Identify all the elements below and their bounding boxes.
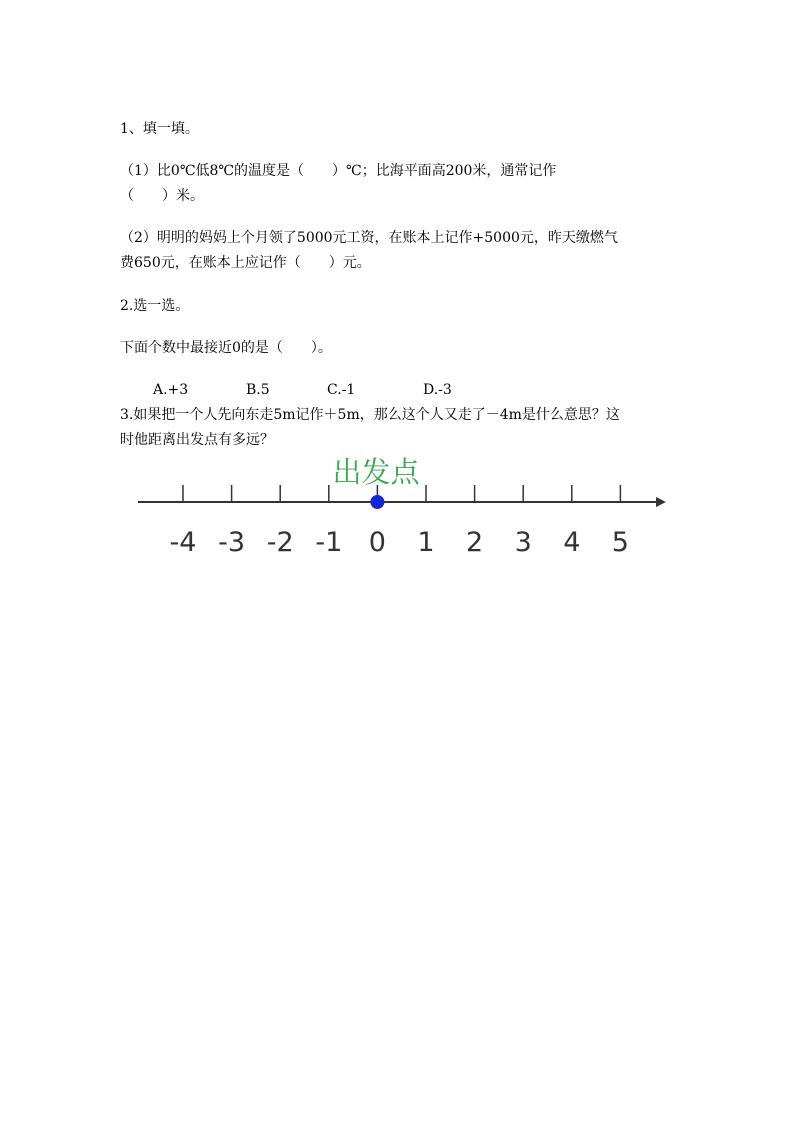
section2-question: 下面个数中最接近0的是（ ）。 [120, 340, 332, 356]
section1-heading: 1、填一填。 [120, 121, 199, 137]
section3-line1: 3.如果把一个人先向东走5m记作＋5m，那么这个人又走了－4m是什么意思？这 [120, 407, 620, 423]
section2-heading: 2.选一选。 [120, 298, 190, 314]
tick-label: 2 [466, 527, 484, 558]
option-c: C.-1 [327, 382, 356, 398]
origin-dot [370, 495, 384, 509]
option-d: D.-3 [423, 382, 452, 398]
question1-line1: （1）比0℃低8℃的温度是（ ）℃；比海平面高200米，通常记作 [120, 163, 557, 179]
tick-label: -3 [218, 527, 246, 558]
question2-line1: （2）明明的妈妈上个月领了5000元工资，在账本上记作+5000元，昨天缴燃气 [120, 230, 618, 246]
tick-label: -4 [169, 527, 197, 558]
number-line-figure [0, 445, 794, 570]
option-b: B.5 [246, 382, 270, 398]
origin-label: 出发点 [332, 455, 420, 489]
number-line-arrow [656, 497, 666, 507]
tick-label: -2 [266, 527, 294, 558]
tick-label: -1 [315, 527, 343, 558]
question2-line2: 费650元，在账本上应记作（ ）元。 [120, 255, 371, 271]
section3-line2: 时他距离出发点有多远？ [120, 432, 274, 448]
tick-label: 1 [417, 527, 435, 558]
tick-label: 4 [563, 527, 581, 558]
tick-label: 5 [611, 527, 629, 558]
question1-line2: （ ）米。 [120, 188, 204, 204]
tick-label: 3 [514, 527, 532, 558]
tick-label-group [170, 527, 629, 558]
option-a: A.+3 [153, 382, 189, 398]
tick-label: 0 [368, 527, 386, 558]
